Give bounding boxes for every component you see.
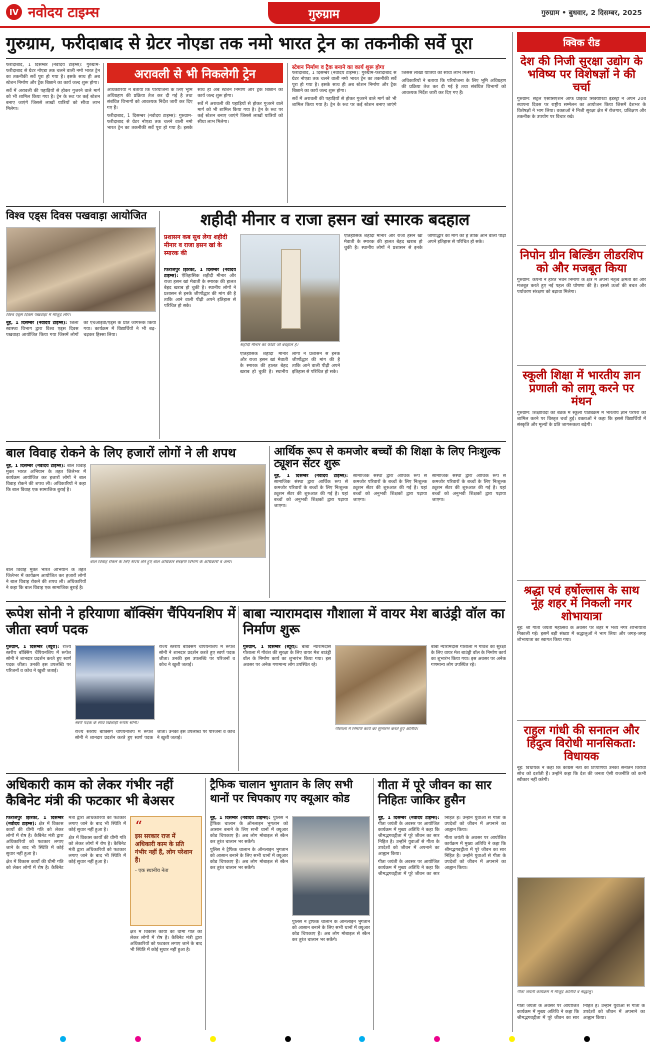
tuition-text: सामाजिक संस्था द्वारा आर्थिक रूप से कमजोर परिवारों के बच्चों के लिए निःशुल्क ट्यूशन सेंटर की शुरुआत की गई है। यहां बच्चों को अनुभवी शिक्षकों द्वारा पढ़ाया जाएगा। xyxy=(274,480,348,509)
section-label: गुरुग्राम xyxy=(308,6,340,21)
aids-day-dateline: नूंह, 1 दिसम्बर (नवोदय टाइम्स): xyxy=(6,321,68,326)
main-story-col3 xyxy=(292,71,506,203)
quick-read-item xyxy=(517,55,646,245)
main-headline: गुरुग्राम, फरीदाबाद से ग्रेटर नोएडा तक नमो भारत ट्रेन का तकनीकी सर्वे पूरा xyxy=(6,34,473,54)
official-headline: अधिकारी काम को लेकर गंभीर नहीं कैबिनेट मंत्री की फटकार भी बेअसर xyxy=(6,778,175,809)
cyan-dot xyxy=(359,1036,365,1042)
traffic-photo xyxy=(292,816,370,916)
yellow-dot xyxy=(509,1036,515,1042)
official-body xyxy=(6,816,126,1030)
main-story-para-3c: अधिकारियों ने बताया कि परियोजना के लिए भूमि अधिग्रहण की प्रक्रिया तेज कर दी गई है तथा संबंधित विभागों को आवश्यक निर्देश जारी कर दिए गए हैं। xyxy=(401,79,506,96)
memorial-caption: शहीदी मीनार का फोटो जो बदहाल है। xyxy=(240,343,299,348)
child-marriage-caption: बाल विवाह रोकने के लिए शपथ लेते हुए बाल अधिकार संरक्षण विभाग के अधिकारी व अन्य। xyxy=(90,560,232,565)
memorial-text: ऐतिहासिक शहीदी मीनार और राजा हसन खां मेवाती के स्मारक की हालत बेहद खराब हो चुकी है। स्थानीय लोगों ने प्रशासन से इनके जीर्णोद्धार की मांग की है ताकि आने वाली पीढ़ी अपने इतिहास से परिचित हो सके। xyxy=(164,274,236,309)
memorial-kicker: प्रशासन कब सुध लेगा शहीदी मीनार व राजा हसन खां के स्मारक की xyxy=(164,234,228,257)
edition-line: गुरुग्राम • बुधवार, 2 दिसम्बर, 2025 xyxy=(541,9,642,17)
gita-dateline: नूंह, 1 दिसम्बर (नवोदय टाइम्स): xyxy=(378,816,440,821)
quick-read-headline: श्रद्धा एवं हर्षोल्लास के साथ नूंह शहर में निकली नगर शोभायात्रा xyxy=(523,583,640,623)
boxing-body-right: राज्य स्तरीय बॉक्सिंग चैंपियनशिप में रूपेश सोनी ने शानदार प्रदर्शन करते हुए स्वर्ण पदक जीता। उनकी इस उपलब्धि पर परिजनों व कोच ने खुशी जताई। xyxy=(159,645,235,668)
memorial-body-right: ऐतिहासिक शहीदी मीनार और राजा हसन खां मेवाती के स्मारक की हालत बेहद खराब हो चुकी है। स्थानीय लोगों ने प्रशासन से इनके जीर्णोद्धार की मांग की है ताकि आने वाली पीढ़ी अपने इतिहास से परिचित हो सके। xyxy=(344,234,506,251)
boxing-headline: रूपेश सोनी ने हरियाणा बॉक्सिंग चैंपियनशिप में जीता स्वर्ण पदक xyxy=(6,606,236,638)
aids-day-photo xyxy=(6,227,156,312)
black-dot xyxy=(584,1036,590,1042)
main-story-para-3: अधिकारियों ने बताया कि परियोजना के लिए भूमि अधिग्रहण की प्रक्रिया तेज कर दी गई है तथा संबंधित विभागों को आवश्यक निर्देश जारी कर दिए गए हैं। xyxy=(107,88,193,111)
child-marriage-photo xyxy=(90,464,266,558)
quick-read-item xyxy=(517,245,646,365)
main-story-col1 xyxy=(6,63,100,203)
memorial-dateline: फिरोजपुर झिरका, 1 दिसम्बर (नवोदय टाइम्स): xyxy=(164,268,236,279)
magenta-dot xyxy=(135,1036,141,1042)
official-body-2: क्षेत्र में विकास कार्यों की धीमी गति को लेकर लोगों में रोष है। कैबिनेट मंत्री द्वारा अधिकारियों को फटकार लगाए जाने के बाद भी स्थिति में कोई सुधार नहीं हुआ है। xyxy=(130,930,202,953)
traffic-dateline: नूंह, 1 दिसम्बर (नवोदय टाइम्स): xyxy=(210,816,271,821)
gita-headline: गीता में पूरे जीवन का सार निहितः जाकिर हुसैन xyxy=(378,778,492,807)
tuition-headline: आर्थिक रूप से कमजोर बच्चों की शिक्षा के लिए निःशुल्क ट्यूशन सेंटर शुरू xyxy=(274,445,501,471)
traffic-text: पुलिस ने ट्रैफिक चालान के ऑनलाइन भुगतान को आसान बनाने के लिए सभी थानों में क्यूआर कोड चिपकाए हैं। अब लोग मोबाइल से स्कैन कर तुरंत चालान भर सकेंगे। xyxy=(210,816,288,845)
official-dateline: फिरोजपुर झिरका, 1 दिसम्बर (नवोदय टाइम्स): xyxy=(6,816,64,827)
paper-name: नवोदय टाइम्स xyxy=(28,5,100,21)
quick-read-banner xyxy=(517,32,646,52)
main-story-para-1c: फरीदाबाद, 1 दिसम्बर (नवोदय टाइम्स): गुरुग्राम-फरीदाबाद से ग्रेटर नोएडा तक चलने वाली नमो भारत ट्रेन का तकनीकी सर्वे पूरा हो गया है। इसके साथ ही अब स्टेशन निर्माण और ट्रैक बिछाने का कार्य जल्द शुरू होगा। xyxy=(292,71,397,94)
tuition-text-2: सामाजिक संस्था द्वारा आर्थिक रूप से कमजोर परिवारों के बच्चों के लिए निःशुल्क ट्यूशन सेंटर की शुरुआत की गई है। यहां बच्चों को अनुभवी शिक्षकों द्वारा पढ़ाया जाएगा। xyxy=(353,474,427,503)
main-story-para-2: सर्वे में अरावली की पहाड़ियों से होकर गुजरने वाले मार्ग को भी शामिल किया गया है। ट्रेन के रूट पर कई स्टेशन बनाए जाएंगे जिससे लाखों यात्रियों को सीधा लाभ मिलेगा। xyxy=(6,89,100,112)
quick-read-headline: राहुल गांधी की सनातन और हिंदुत्व विरोधी मानसिकता: विधायक xyxy=(523,723,640,763)
official-text-3: क्षेत्र में विकास कार्यों की धीमी गति को लेकर लोगों में रोष है। कैबिनेट मंत्री द्वारा अधिकारियों को फटकार लगाए जाने के बाद भी स्थिति में कोई सुधार नहीं हुआ है। xyxy=(68,836,126,865)
main-story-para-2c: सर्वे में अरावली की पहाड़ियों से होकर गुजरने वाले मार्ग को भी शामिल किया गया है। ट्रेन के रूट पर कई स्टेशन बनाए जाएंगे जिससे लाखों यात्रियों को सीधा लाभ मिलेगा। xyxy=(292,71,475,108)
memorial-body-mid: ऐतिहासिक शहीदी मीनार और राजा हसन खां मेवाती के स्मारक की हालत बेहद खराब हो चुकी है। स्थानीय लोगों ने प्रशासन से इनके जीर्णोद्धार की मांग की है ताकि आने वाली पीढ़ी अपने इतिहास से परिचित हो सके। xyxy=(240,352,340,375)
gita-body xyxy=(378,816,506,1030)
child-marriage-body-right: बाल विवाह मुक्त भारत अभियान के तहत जिलेभर में कार्यक्रम आयोजित कर हजारों लोगों ने बाल विवाह रोकने की शपथ ली। अधिकारियों ने कहा कि बाल विवाह एक सामाजिक बुराई है। xyxy=(6,568,86,591)
boxing-body-bottom: राज्य स्तरीय बॉक्सिंग चैंपियनशिप में रूपेश सोनी ने शानदार प्रदर्शन करते हुए स्वर्ण पदक जीता। उनकी इस उपलब्धि पर परिजनों व कोच ने खुशी जताई। xyxy=(75,730,235,741)
child-marriage-body xyxy=(6,464,86,564)
main-story-col2 xyxy=(107,88,283,203)
boxing-text: राज्य स्तरीय बॉक्सिंग चैंपियनशिप में रूपेश सोनी ने शानदार प्रदर्शन करते हुए स्वर्ण पदक जीता। उनकी इस उपलब्धि पर परिजनों व कोच ने खुशी जताई। xyxy=(6,645,71,674)
traffic-headline: ट्रैफिक चालान भुगतान के लिए सभी थानों पर चिपकाए गए क्यूआर कोड xyxy=(210,778,353,805)
gaushala-dateline: गुरुग्राम, 1 दिसम्बर (ब्यूरो): xyxy=(243,645,298,650)
section-tab xyxy=(268,2,380,24)
aids-day-text: जिला स्वास्थ्य विभाग द्वारा विश्व एड्स दिवस पखवाड़ा आयोजित किया गया जिसमें लोगों को एचआईवी/एड्स के प्रति जागरूक किया गया। कार्यक्रम में विद्यार्थियों ने भी बढ़-चढ़कर हिस्सा लिया। xyxy=(6,321,156,338)
quick-read-item xyxy=(517,580,646,720)
main-kicker-box xyxy=(107,63,283,83)
official-quote: इस सरकार राज में अधिकारी काम के प्रति गंभीर नहीं हैं, लोग परेशान हैं। xyxy=(135,833,193,864)
quick-read-body: नूंह: श्री गीता जयंती महोत्सव के अवसर पर शहर में भव्य नगर शोभायात्रा निकाली गई। इसमें बड़ी संख्या में श्रद्धालुओं ने भाग लिया और जगह-जगह शोभायात्रा का स्वागत किया गया। xyxy=(517,626,646,643)
tuition-body xyxy=(274,474,506,598)
quick-read-body: गुरुग्राम: शिक्षाविदों की बैठक में स्कूली पाठ्यक्रम में भारतीय ज्ञान परंपरा को शामिल करने पर विस्तृत चर्चा हुई। वक्ताओं ने कहा कि इससे विद्यार्थियों में संस्कृति और मूल्यों के प्रति जागरूकता बढ़ेगी। xyxy=(517,411,646,428)
gita-story-end: गीता जयंती के अवसर पर आयोजित कार्यक्रम में मुख्य अतिथि ने कहा कि श्रीमद्भगवद्गीता में पूरे जीवन का सार निहित है। उन्होंने युवाओं से गीता के उपदेशों को जीवन में अपनाने का आह्वान किया। xyxy=(517,1004,645,1021)
aids-day-caption: विश्व एड्स दिवस पखवाड़ा में मौजूद लोग। xyxy=(6,313,71,318)
gaushala-body-right: बाबा न्यारामदास गौशाला में गौवंश की सुरक्षा के लिए वायर मेश बाउंड्री वॉल के निर्माण कार्य का शुभारंभ किया गया। इस अवसर पर अनेक गणमान्य लोग उपस्थित रहे। xyxy=(431,645,506,668)
gita-text: गीता जयंती के अवसर पर आयोजित कार्यक्रम में मुख्य अतिथि ने कहा कि श्रीमद्भगवद्गीता में पूरे जीवन का सार निहित है। उन्होंने युवाओं से गीता के उपदेशों को जीवन में अपनाने का आह्वान किया। xyxy=(378,822,440,857)
main-story-para-1: फरीदाबाद, 1 दिसम्बर (नवोदय टाइम्स): गुरुग्राम-फरीदाबाद से ग्रेटर नोएडा तक चलने वाली नमो भारत ट्रेन का तकनीकी सर्वे पूरा हो गया है। इसके साथ ही अब स्टेशन निर्माण और ट्रैक बिछाने का कार्य जल्द शुरू होगा। xyxy=(6,63,100,86)
aids-day-headline: विश्व एड्स दिवस पखवाड़ा आयोजित xyxy=(6,210,147,222)
page-number-badge: IV xyxy=(6,4,22,20)
yellow-dot xyxy=(210,1036,216,1042)
quick-read-title: क्विक रीड xyxy=(563,38,600,49)
gita-text-3: गीता जयंती के अवसर पर आयोजित कार्यक्रम में मुख्य अतिथि ने कहा कि श्रीमद्भगवद्गीता में पूरे जीवन का सार निहित है। उन्होंने युवाओं से गीता के उपदेशों को जीवन में अपनाने का आह्वान किया। xyxy=(444,836,506,871)
masthead xyxy=(0,0,650,28)
gita-photo-caption: गीता जयंती कार्यक्रम में मौजूद अतिथि व श्रद्धालु। xyxy=(517,990,593,995)
traffic-text-2: पुलिस ने ट्रैफिक चालान के ऑनलाइन भुगतान को आसान बनाने के लिए सभी थानों में क्यूआर कोड चिपकाए हैं। अब लोग मोबाइल से स्कैन कर तुरंत चालान भर सकेंगे। xyxy=(210,848,288,871)
traffic-body-left xyxy=(210,816,288,1030)
child-marriage-dateline: नूंह, 1 दिसम्बर (नवोदय टाइम्स): xyxy=(6,464,66,469)
gaushala-headline: बाबा न्यारामदास गौशाला में वायर मेश बाउंड्री वॉल का निर्माण शुरू xyxy=(243,606,505,638)
quick-read-headline: देश की निजी सुरक्षा उद्योग के भविष्य पर विशेषज्ञों ने की चर्चा xyxy=(520,55,643,94)
main-sub-kicker: स्टेशन निर्माण व ट्रैक बनाने का कार्य शुरू होगा xyxy=(292,65,385,71)
gaushala-body-left xyxy=(243,645,331,770)
edition-city: गुरुग्राम xyxy=(541,9,560,17)
gaushala-caption: गौशाला में निर्माण कार्य का शुभारंभ करते हुए अतिथि। xyxy=(335,727,419,732)
cyan-dot xyxy=(60,1036,66,1042)
quick-read-headline: निपोन ग्रीन बिल्डिंग लीडरशिप को और मजबूत किया xyxy=(520,248,643,275)
memorial-headline: शहीदी मीनार व राजा हसन खां स्मारक बदहाल xyxy=(200,210,470,229)
child-marriage-text: बाल विवाह मुक्त भारत अभियान के तहत जिलेभर में कार्यक्रम आयोजित कर हजारों लोगों ने बाल विवाह रोकने की शपथ ली। अधिकारियों ने कहा कि बाल विवाह एक सामाजिक बुराई है। xyxy=(6,464,86,493)
official-text: क्षेत्र में विकास कार्यों की धीमी गति को लेकर लोगों में रोष है। कैबिनेट मंत्री द्वारा अधिकारियों को फटकार लगाए जाने के बाद भी स्थिति में कोई सुधार नहीं हुआ है। xyxy=(6,822,64,857)
traffic-body-right: पुलिस ने ट्रैफिक चालान के ऑनलाइन भुगतान को आसान बनाने के लिए सभी थानों में क्यूआर कोड चिपकाए हैं। अब लोग मोबाइल से स्कैन कर तुरंत चालान भर सकेंगे। xyxy=(292,920,370,943)
quick-read-item xyxy=(517,720,646,855)
boxing-photo xyxy=(75,645,155,720)
aids-day-body xyxy=(6,321,156,436)
main-story-para-2b: सर्वे में अरावली की पहाड़ियों से होकर गुजरने वाले मार्ग को भी शामिल किया गया है। ट्रेन के रूट पर कई स्टेशन बनाए जाएंगे जिससे लाखों यात्रियों को सीधा लाभ मिलेगा। xyxy=(197,102,283,125)
gita-photo xyxy=(517,877,645,987)
quick-read-sidebar xyxy=(512,32,646,1032)
official-quote-box xyxy=(130,816,202,926)
memorial-body-left xyxy=(164,268,236,438)
boxing-dateline: गुरुग्राम, 1 दिसम्बर (ब्यूरो): xyxy=(6,645,60,650)
gaushala-photo xyxy=(335,645,427,725)
magenta-dot xyxy=(434,1036,440,1042)
official-text-2: क्षेत्र में विकास कार्यों की धीमी गति को लेकर लोगों में रोष है। कैबिनेट मंत्री द्वारा अधिकारियों को फटकार लगाए जाने के बाद भी स्थिति में कोई सुधार नहीं हुआ है। xyxy=(6,816,126,871)
memorial-photo xyxy=(240,234,340,342)
quick-read-headline: स्कूली शिक्षा में भारतीय ज्ञान प्रणाली को लागू करने पर मंथन xyxy=(522,368,641,408)
black-dot xyxy=(285,1036,291,1042)
boxing-body-left xyxy=(6,645,71,770)
gaushala-text: बाबा न्यारामदास गौशाला में गौवंश की सुरक्षा के लिए वायर मेश बाउंड्री वॉल के निर्माण कार्य का शुभारंभ किया गया। इस अवसर पर अनेक गणमान्य लोग उपस्थित रहे। xyxy=(243,645,331,668)
gita-text-2: गीता जयंती के अवसर पर आयोजित कार्यक्रम में मुख्य अतिथि ने कहा कि श्रीमद्भगवद्गीता में पूरे जीवन का सार निहित है। उन्होंने युवाओं से गीता के उपदेशों को जीवन में अपनाने का आह्वान किया। xyxy=(378,816,506,877)
quick-read-body: गुरुग्राम: कंपनी ने हरित भवन निर्माण के क्षेत्र में अपनी नेतृत्व क्षमता को और मजबूत करते हुए नई पहल की घोषणा की है। इससे ऊर्जा की बचत और पर्यावरण संरक्षण को बढ़ावा मिलेगा। xyxy=(517,278,646,295)
quick-read-item xyxy=(517,365,646,580)
tuition-text-3: सामाजिक संस्था द्वारा आर्थिक रूप से कमजोर परिवारों के बच्चों के लिए निःशुल्क ट्यूशन सेंटर की शुरुआत की गई है। यहां बच्चों को अनुभवी शिक्षकों द्वारा पढ़ाया जाएगा। xyxy=(432,474,506,503)
official-quote-author: - एक स्थानीय नेता xyxy=(135,868,169,874)
child-marriage-headline: बाल विवाह रोकने के लिए हजारों लोगों ने ली शपथ xyxy=(6,445,236,460)
quote-icon: “ xyxy=(135,819,143,835)
edition-date: बुधवार, 2 दिसम्बर, 2025 xyxy=(568,9,642,17)
boxing-caption: स्वर्ण पदक के साथ खिलाड़ी रूपेश सोनी। xyxy=(75,721,139,726)
main-story-para-1b: फरीदाबाद, 1 दिसम्बर (नवोदय टाइम्स): गुरुग्राम-फरीदाबाद से ग्रेटर नोएडा तक चलने वाली नमो भारत ट्रेन का तकनीकी सर्वे पूरा हो गया है। इसके साथ ही अब स्टेशन निर्माण और ट्रैक बिछाने का कार्य जल्द शुरू होगा। xyxy=(107,88,283,131)
quick-read-body: गुरुग्राम: सेंट्रल एसोसिएशन ऑफ प्राइवेट सिक्योरिटी इंडस्ट्री ने अपने 20वें स्थापना दिवस पर राष्ट्रीय सम्मेलन का आयोजन किया जिसमें देशभर के विशेषज्ञों ने भाग लिया। वक्ताओं ने निजी सुरक्षा क्षेत्र में रोजगार, प्रशिक्षण और तकनीक के उपयोग पर विचार रखे। xyxy=(517,97,646,120)
registration-marks xyxy=(0,1036,650,1041)
minaret-shape xyxy=(281,249,301,329)
main-kicker: अरावली से भी निकलेगी ट्रेन xyxy=(134,66,256,81)
quick-read-body: नूंह: विधायक ने कहा कि कांग्रेस नेता की टिप्पणियां उनकी सनातन विरोधी सोच को दर्शाती हैं। उन्होंने कहा कि देश की जनता ऐसी राजनीति को कभी स्वीकार नहीं करेगी। xyxy=(517,766,646,783)
tuition-dateline: नूंह, 1 दिसम्बर (नवोदय टाइम्स): xyxy=(274,474,348,479)
